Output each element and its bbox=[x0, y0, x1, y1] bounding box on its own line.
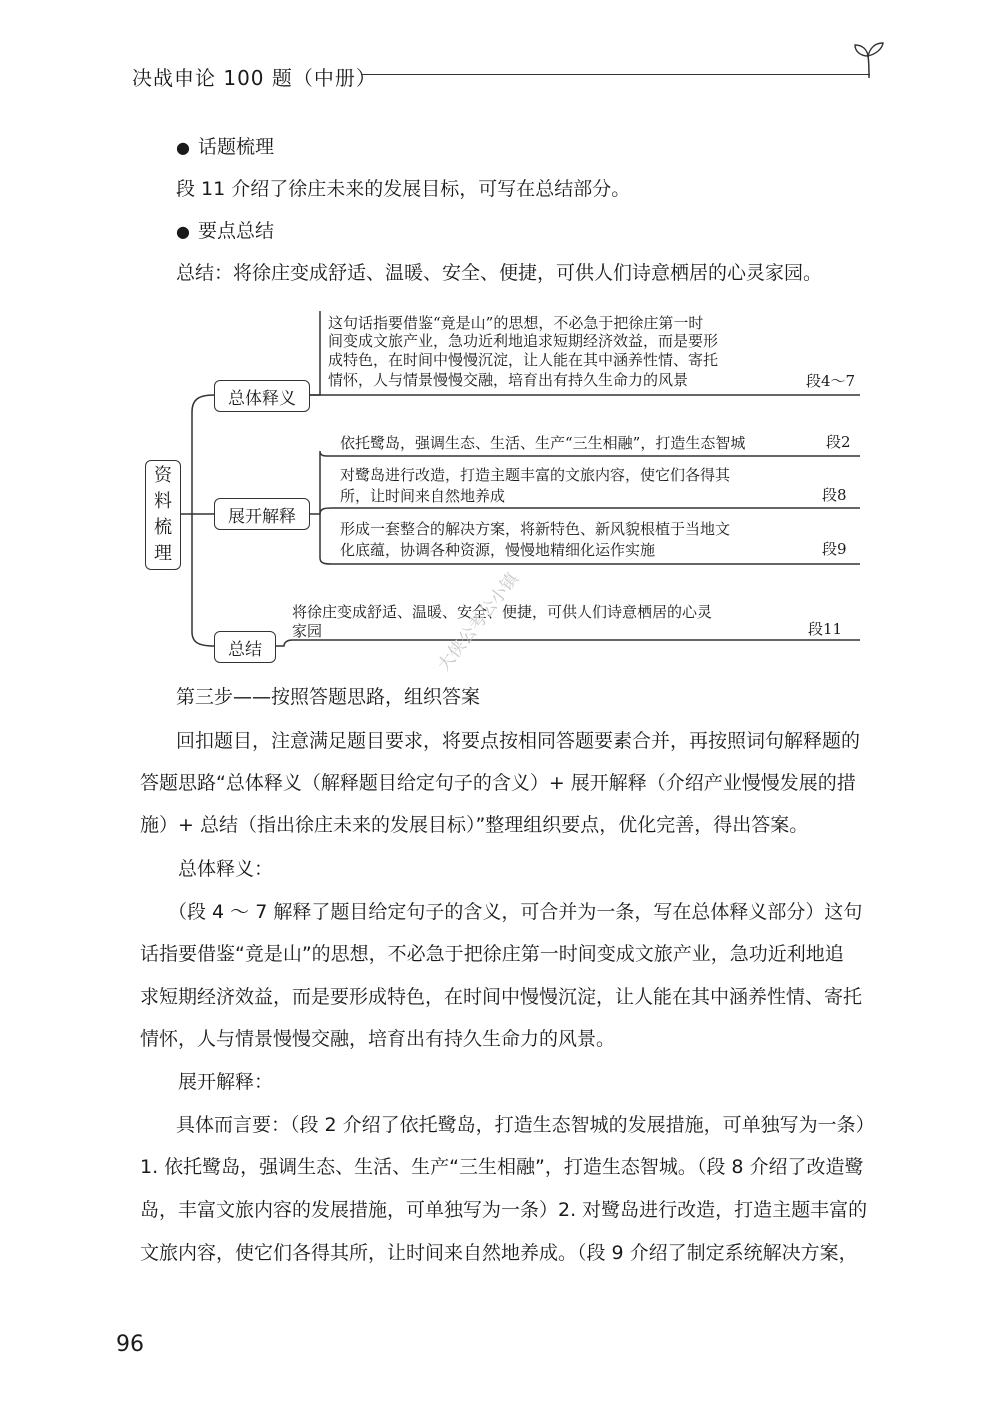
watermark: 大侠公考公小镇 bbox=[433, 569, 523, 676]
paragraph-ref: 段9 bbox=[822, 540, 847, 558]
page-number: 96 bbox=[116, 1332, 144, 1357]
branch-expand: 展开解释 bbox=[214, 498, 310, 530]
note-line: 对鹭岛进行改造，打造主题丰富的文旅内容，使它们各得其 bbox=[340, 466, 731, 484]
note-line: 情怀，人与情景慢慢交融，培育出有持久生命力的风景 bbox=[328, 371, 689, 389]
topic-heading: ● 话题梳理 bbox=[176, 138, 274, 157]
summary-text: 总结：将徐庄变成舒适、温暖、安全、便捷，可供人们诗意栖居的心灵家园。 bbox=[176, 262, 823, 284]
branch-summary: 总结 bbox=[214, 631, 276, 663]
paragraph-line: 情怀，人与情景慢慢交融，培育出有持久生命力的风景。 bbox=[140, 1028, 616, 1050]
paragraph-line: 1. 依托鹭岛，强调生态、生活、生产“三生相融”，打造生态智城。（段 8 介绍了改造鹭 bbox=[140, 1156, 864, 1178]
paragraph-line: 文旅内容，使它们各得其所，让时间来自然地养成。（段 9 介绍了制定系统解决方案， bbox=[140, 1242, 858, 1264]
paragraph-line: （段 4 ～ 7 解释了题目给定句子的含义，可合并为一条，写在总体释义部分）这句 bbox=[168, 901, 863, 923]
paragraph-line: 话指要借鉴“竟是山”的思想，不必急于把徐庄第一时间变成文旅产业，急功近利地追 bbox=[140, 943, 844, 965]
topic-text: 段 11 介绍了徐庄未来的发展目标，可写在总结部分。 bbox=[176, 178, 631, 200]
paragraph-line: 求短期经济效益，而是要形成特色，在时间中慢慢沉淀，让人能在其中涵养性情、寄托 bbox=[140, 986, 863, 1008]
note-line: 将徐庄变成舒适、温暖、安全、便捷，可供人们诗意栖居的心灵 bbox=[292, 603, 713, 621]
note-line: 间变成文旅产业，急功近利地追求短期经济效益，而是要形 bbox=[328, 332, 719, 350]
branch-overall: 总体释义 bbox=[214, 380, 310, 412]
book-title: 决战申论 100 题（中册） bbox=[132, 66, 377, 90]
paragraph-line: 答题思路“总体释义（解释题目给定句子的含义）+ 展开解释（介绍产业慢慢发展的措 bbox=[140, 772, 856, 794]
paragraph-ref: 段2 bbox=[826, 433, 851, 451]
note-line: 成特色，在时间中慢慢沉淀，让人能在其中涵养性情、寄托 bbox=[328, 351, 719, 369]
paragraph-line: 施）+ 总结（指出徐庄未来的发展目标）”整理组织要点，优化完善，得出答案。 bbox=[140, 814, 809, 836]
root-char: 理 bbox=[154, 543, 172, 564]
note-line: 这句话指要借鉴“竟是山”的思想，不必急于把徐庄第一时 bbox=[328, 314, 704, 332]
note-line: 化底蕴，协调各种资源，慢慢地精细化运作实施 bbox=[340, 541, 656, 559]
note-line: 家园 bbox=[292, 622, 323, 640]
paragraph-ref: 段4～7 bbox=[806, 372, 856, 390]
mindmap-root bbox=[145, 460, 181, 570]
note-line: 依托鹭岛，强调生态、生活、生产“三生相融”，打造生态智城 bbox=[340, 434, 746, 452]
paragraph-ref: 段8 bbox=[822, 486, 847, 504]
root-char: 资 bbox=[154, 465, 172, 486]
root-char: 料 bbox=[154, 491, 172, 512]
paragraph-line: 具体而言要：（段 2 介绍了依托鹭岛，打造生态智城的发展措施，可单独写为一条） bbox=[176, 1114, 875, 1136]
step3-heading: 第三步——按照答题思路，组织答案 bbox=[176, 686, 481, 708]
expand-label: 展开解释： bbox=[178, 1071, 274, 1093]
overall-label: 总体释义： bbox=[178, 858, 274, 880]
summary-heading: ● 要点总结 bbox=[176, 222, 274, 241]
paragraph-ref: 段11 bbox=[808, 620, 843, 638]
paragraph-line: 回扣题目，注意满足题目要求，将要点按相同答题要素合并，再按照词句解释题的 bbox=[176, 730, 861, 752]
note-line: 所，让时间来自然地养成 bbox=[340, 487, 506, 505]
note-line: 形成一套整合的解决方案，将新特色、新风貌根植于当地文 bbox=[340, 520, 731, 538]
root-char: 梳 bbox=[154, 517, 172, 538]
paragraph-line: 岛，丰富文旅内容的发展措施，可单独写为一条）2. 对鹭岛进行改造，打造主题丰富的 bbox=[140, 1199, 868, 1221]
